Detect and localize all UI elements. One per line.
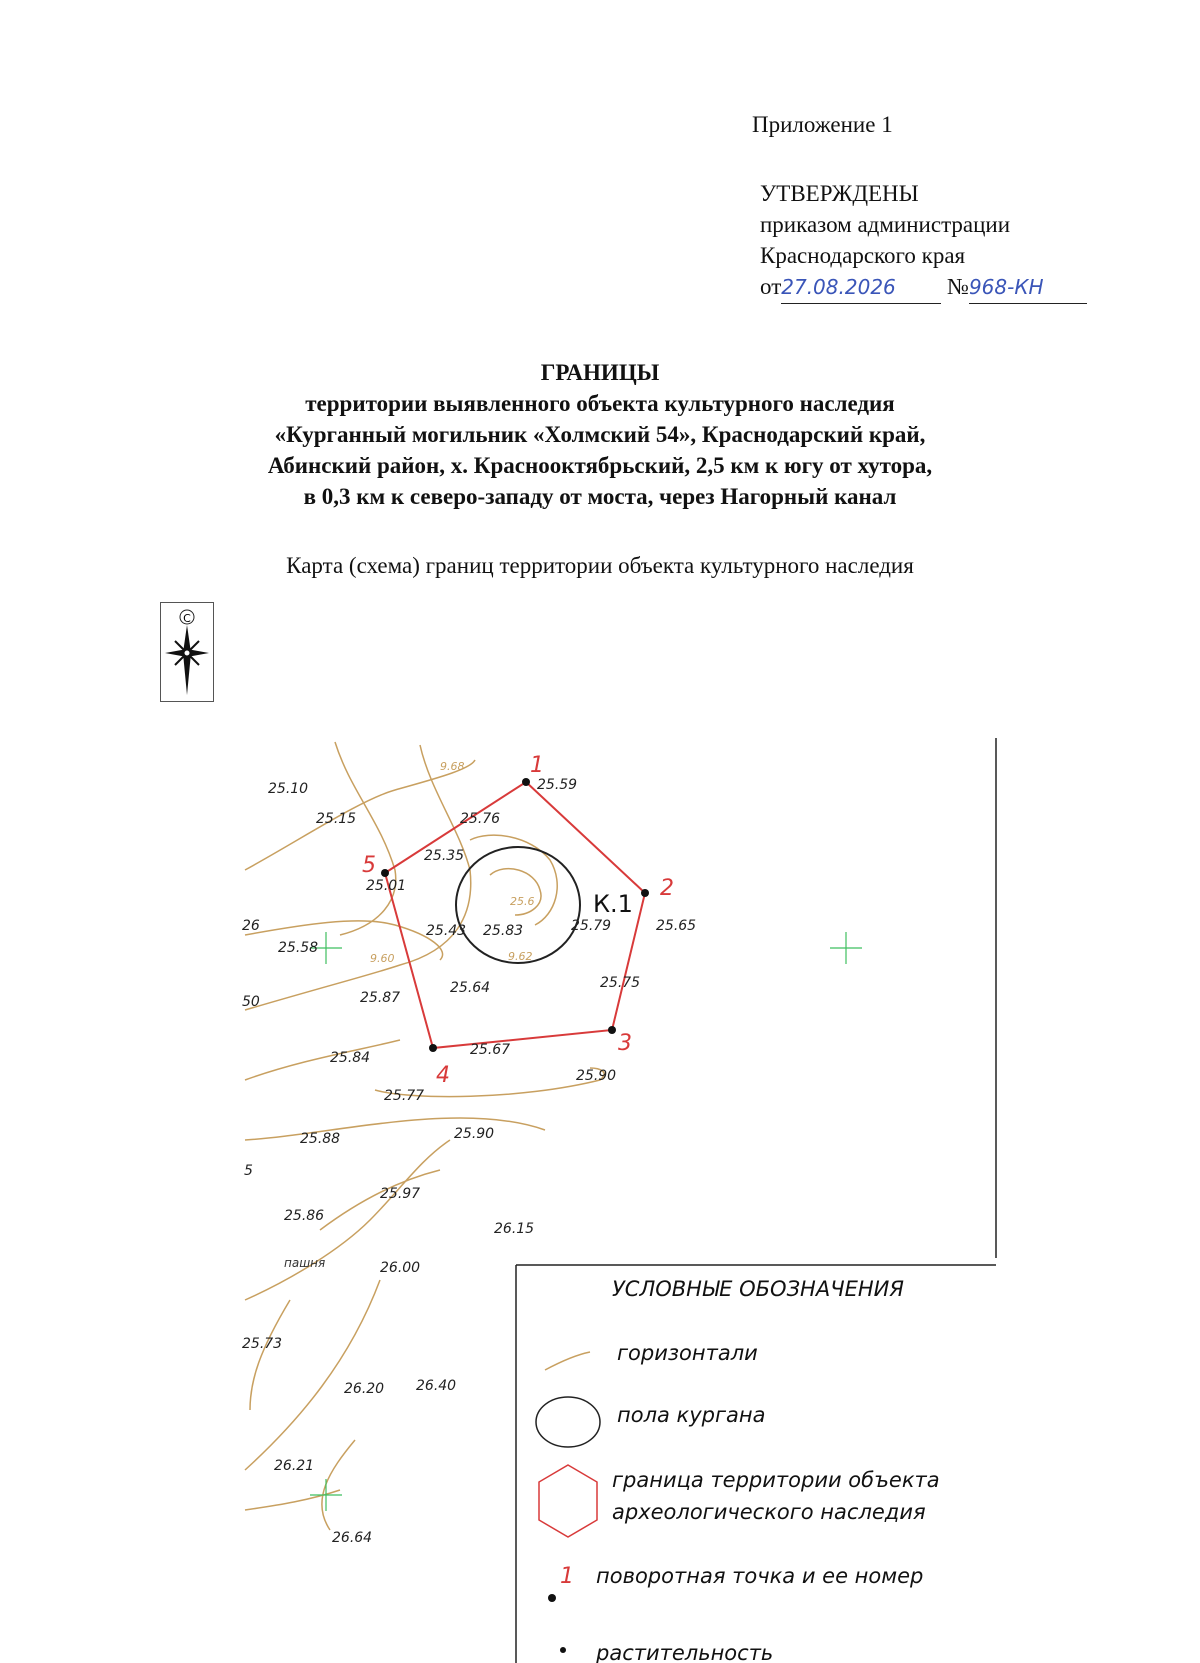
legend-title: УСЛОВНЫЕ ОБОЗНАЧЕНИЯ [612,1277,904,1301]
legend-mound-icon [536,1397,600,1447]
handwritten-date: 27.08.2026 [781,272,941,304]
elevation-label: 25.84 [330,1050,371,1066]
boundary-point-number: 1 [530,753,544,778]
title-line-4: Абинский район, х. Краснооктябрьский, 2,5 км к югу от хутора, [267,453,933,478]
order-line-1: приказом администрации [760,212,1011,237]
title-line-5: в 0,3 км к северо-западу от моста, через Нагорный канал [303,484,897,509]
title-line-3: «Курганный могильник «Холмский 54», Краснодарский край, [274,422,926,447]
elevation-label: 25.43 [426,923,467,939]
boundary-point [381,869,389,877]
edge-label: 5 [244,1163,253,1179]
boundary-point [522,778,530,786]
elevation-label: 25.77 [384,1088,425,1104]
elevation-label: 25.10 [268,781,309,797]
legend-point-icon [548,1594,556,1602]
order-line-2: Краснодарского края [760,243,966,268]
legend-boundary-label: граница территории объекта археологического наследия [612,1468,940,1524]
elevation-label: 26.64 [332,1530,373,1546]
elevation-label: 25.87 [360,990,401,1006]
boundary-point-number: 3 [618,1031,632,1056]
legend-point-label: поворотная точка и ее номер [596,1564,924,1588]
elevation-label: 26.21 [274,1458,315,1474]
handwritten-number: 968-КН [969,272,1087,304]
elevation-label: 25.64 [450,980,491,996]
title-line-2: территории выявленного объекта культурного наследия [305,391,895,416]
elevation-label: 25.79 [571,918,612,934]
grid-crosses [310,932,862,1511]
elevation-label: 26.15 [494,1221,535,1237]
elevation-label: 25.75 [600,975,641,991]
elevation-label: 25.73 [242,1336,283,1352]
legend-vegetation-icon [560,1647,566,1653]
number-prefix: № [947,274,969,299]
contour-label: 25.6 [510,895,535,908]
elevation-label: 25.15 [316,811,357,827]
field-label: пашня [284,1256,326,1270]
elevation-label: 25.90 [454,1126,495,1142]
elevation-label: 25.76 [460,811,501,827]
elevation-label: 26.00 [380,1260,421,1276]
boundary-point-number: 4 [436,1063,450,1088]
legend-contour-icon [545,1352,590,1370]
legend [516,1265,996,1663]
edge-label: 26 [242,918,260,934]
elevation-label: 25.01 [366,878,407,894]
compass-north-letter: С [183,612,191,625]
title-line-1: ГРАНИЦЫ [540,360,660,385]
contour-label: 9.68 [440,760,465,773]
appendix-label: Приложение 1 [752,112,893,137]
elevation-label: 25.97 [380,1186,421,1202]
contour-label: 9.60 [370,952,395,965]
elevation-label: 25.58 [278,940,319,956]
elevation-label: 26.40 [416,1378,457,1394]
elevation-label: 25.86 [284,1208,325,1224]
boundary-point [429,1044,437,1052]
boundary-point-number: 2 [660,876,674,901]
boundary-point-number: 5 [362,853,376,878]
legend-mound-label: пола кургана [617,1403,766,1427]
legend-point-number: 1 [560,1564,574,1589]
boundary-point [641,889,649,897]
contour-label: 9.62 [508,950,533,963]
legend-contour-label: горизонтали [617,1341,758,1365]
elevation-label: 25.35 [424,848,465,864]
approved-heading: УТВЕРЖДЕНЫ [760,181,919,206]
elevation-label: 26.20 [344,1381,385,1397]
elevation-label: 25.67 [470,1042,511,1058]
date-prefix: от [760,274,782,299]
legend-vegetation-label: растительность [596,1641,774,1663]
elevation-label: 25.90 [576,1068,617,1084]
elevation-label: 25.88 [300,1131,341,1147]
elevation-label: 25.59 [537,777,578,793]
legend-boundary-icon [539,1465,597,1537]
map-subtitle: Карта (схема) границ территории объекта культурного наследия [286,553,914,578]
edge-label: 50 [242,994,260,1010]
mound-label: К.1 [593,890,633,918]
boundary-point [608,1026,616,1034]
elevation-label: 25.83 [483,923,524,939]
elevation-label: 25.65 [656,918,697,934]
